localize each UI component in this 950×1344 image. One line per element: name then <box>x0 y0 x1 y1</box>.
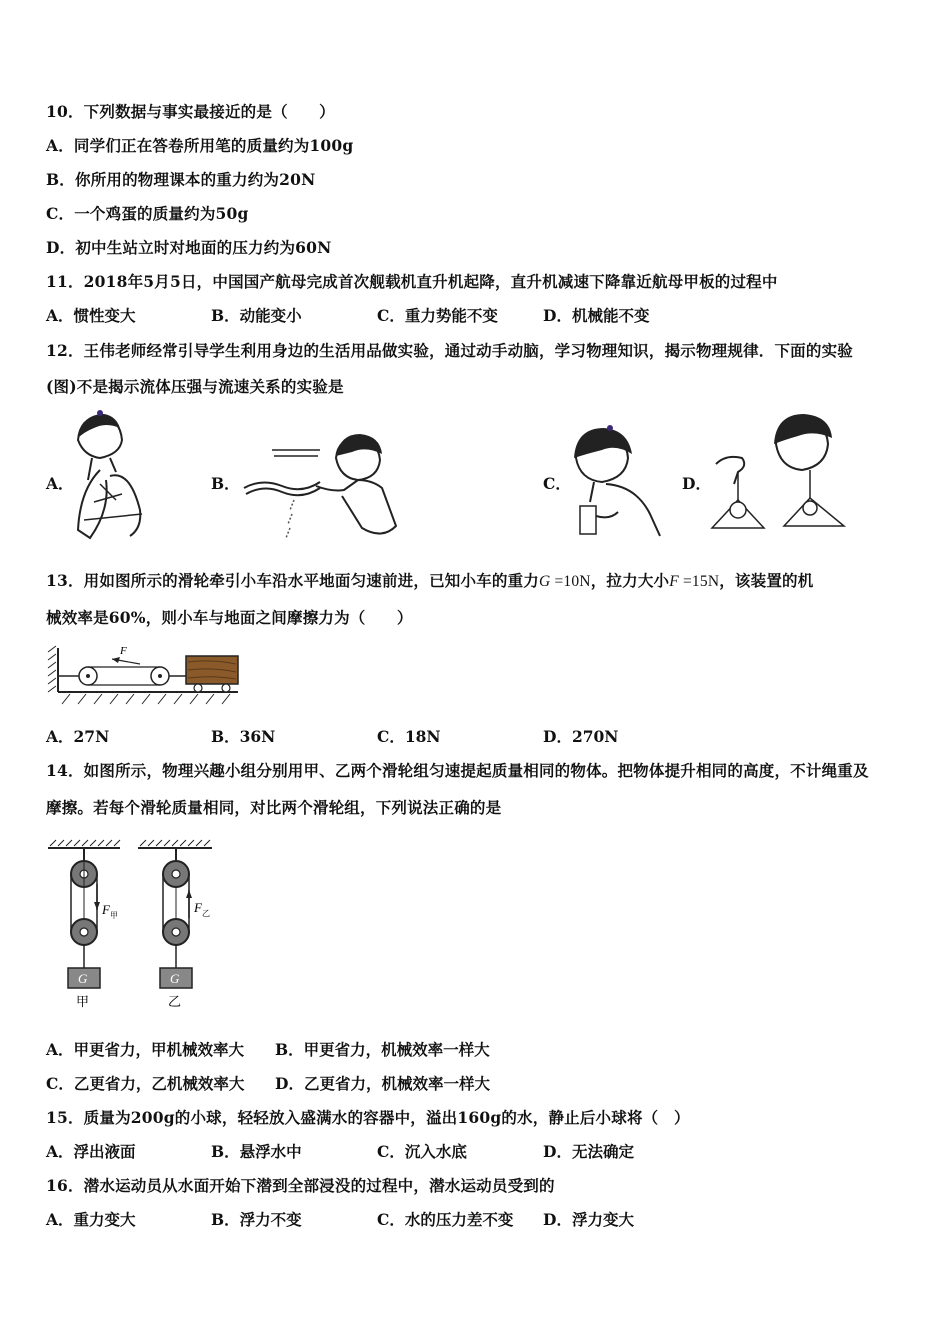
q16-stem: 16．潜水运动员从水面开始下潜到全部浸没的过程中，潜水运动员受到的 <box>46 1176 555 1195</box>
q13-force-value: =15N <box>682 573 720 590</box>
q10-option-a: A．同学们正在答卷所用笔的质量约为100g <box>46 136 354 155</box>
q16-option-b: B．浮力不变 <box>211 1210 302 1229</box>
q14-option-b: B．甲更省力，机械效率一样大 <box>275 1040 490 1059</box>
q12-figure-a-blowing-paper <box>70 410 160 542</box>
q13-stem-line1 <box>46 571 813 592</box>
q14-left-caption: 甲 <box>76 994 90 1009</box>
q11-option-b: B．动能变小 <box>211 306 302 325</box>
q13-figure-force-label: F <box>120 645 127 657</box>
q14-left-force-label: F <box>102 902 110 917</box>
q15-option-c: C．沉入水底 <box>377 1142 467 1161</box>
q13-gravity-value: =10N <box>554 573 591 590</box>
q12-stem-line2: (图)不是揭示流体压强与流速关系的实验是 <box>46 377 344 396</box>
q15-option-b: B．悬浮水中 <box>211 1142 302 1161</box>
q11-option-d: D．机械能不变 <box>543 306 650 325</box>
q13-stem-part-a: 13．用如图所示的滑轮牵引小车沿水平地面匀速前进，已知小车的重力 <box>46 571 539 590</box>
q13-force-symbol: F <box>669 573 679 590</box>
q10-option-d: D．初中生站立时对地面的压力约为60N <box>46 238 332 257</box>
q16-option-d: D．浮力变大 <box>543 1210 634 1229</box>
q14-left-force-subscript: 甲 <box>110 911 118 920</box>
q14-figure-pulley-systems <box>44 838 224 1014</box>
q14-right-weight-label: G <box>170 971 180 986</box>
q14-option-c: C．乙更省力，乙机械效率大 <box>46 1074 245 1093</box>
q10-stem: 10．下列数据与事实最接近的是（ ） <box>46 102 335 121</box>
q13-stem-part-b: ，拉力大小 <box>590 571 670 590</box>
q13-option-b: B．36N <box>211 727 276 746</box>
q14-left-weight-label: G <box>78 971 88 986</box>
q12-label-c: C． <box>543 474 571 493</box>
q14-right-caption: 乙 <box>168 994 182 1009</box>
q14-right-force-label: F <box>194 900 202 915</box>
q12-figure-c-straw-cup <box>566 424 666 540</box>
q13-stem-line2: 械效率是60%，则小车与地面之间摩擦力为（ ） <box>46 608 413 627</box>
q12-label-a: A． <box>46 474 74 493</box>
q14-option-a: A．甲更省力，甲机械效率大 <box>46 1040 245 1059</box>
q14-option-d: D．乙更省力，机械效率一样大 <box>275 1074 490 1093</box>
q13-gravity-symbol: G <box>538 573 551 590</box>
q14-right-force-subscript: 乙 <box>202 909 210 918</box>
q11-option-c: C．重力势能不变 <box>377 306 498 325</box>
q15-stem: 15．质量为200g的小球，轻轻放入盛满水的容器中，溢出160g的水，静止后小球将（ ） <box>46 1108 690 1127</box>
q13-option-c: C．18N <box>377 727 441 746</box>
q15-option-d: D．无法确定 <box>543 1142 634 1161</box>
q16-option-c: C．水的压力差不变 <box>377 1210 514 1229</box>
q14-stem-line2: 摩擦。若每个滑轮质量相同，对比两个滑轮组，下列说法正确的是 <box>46 798 502 817</box>
q13-stem-part-c: ，该装置的机 <box>719 571 814 590</box>
q14-stem-line1: 14．如图所示，物理兴趣小组分别用甲、乙两个滑轮组匀速提起质量相同的物体。把物体提升相同的高度，不计绳重及 <box>46 761 869 780</box>
q12-label-b: B． <box>211 474 240 493</box>
q15-option-a: A．浮出液面 <box>46 1142 136 1161</box>
q16-option-a: A．重力变大 <box>46 1210 136 1229</box>
q13-option-d: D．270N <box>543 727 619 746</box>
q12-figure-b-paper-strip <box>232 430 402 542</box>
q10-option-c: C．一个鸡蛋的质量约为50g <box>46 204 249 223</box>
q10-option-b: B．你所用的物理课本的重力约为20N <box>46 170 316 189</box>
q13-option-a: A．27N <box>46 727 110 746</box>
q12-stem-line1: 12．王伟老师经常引导学生利用身边的生活用品做实验，通过动手动脑，学习物理知识，揭示物理规律．下面的实验 <box>46 341 853 360</box>
q13-figure-pulley-cart <box>46 642 242 708</box>
q11-stem: 11．2018年5月5日，中国国产航母完成首次舰载机直升机起降，直升机减速下降靠近航母甲板的过程中 <box>46 272 778 291</box>
q12-figure-d-funnel-ball <box>708 414 858 540</box>
q11-option-a: A．惯性变大 <box>46 306 136 325</box>
q12-label-d: D． <box>682 474 711 493</box>
